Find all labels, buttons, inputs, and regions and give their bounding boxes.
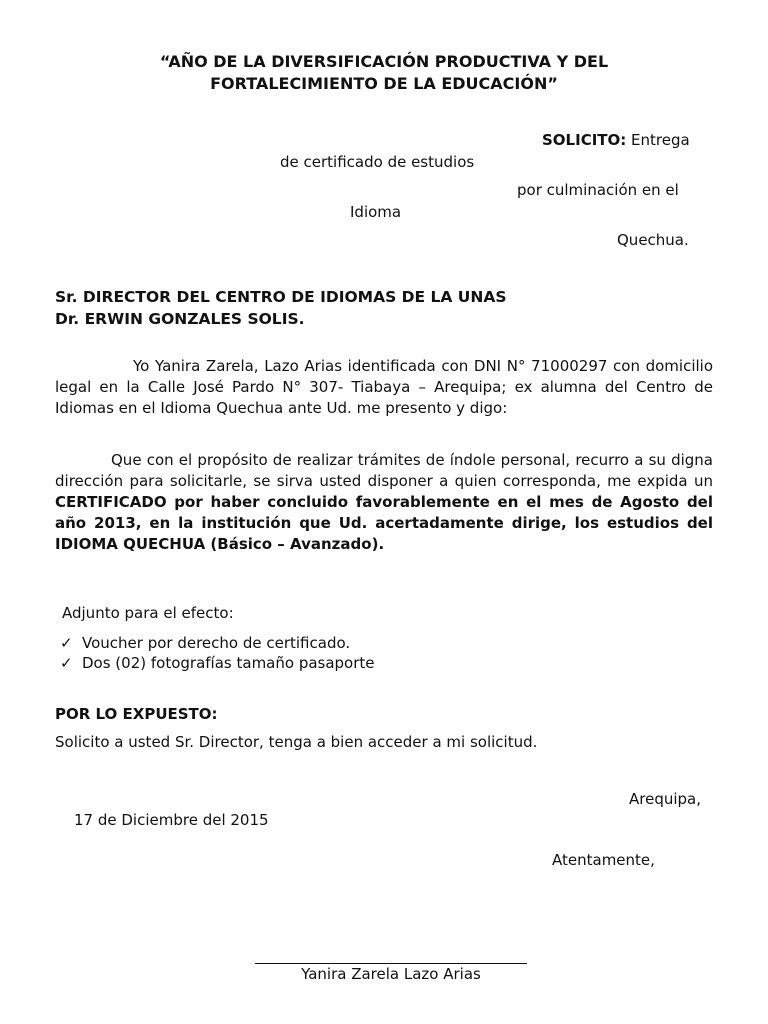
solicito-label: SOLICITO:: [542, 131, 627, 149]
attachment-item-label: Dos (02) fotografías tamaño pasaporte: [82, 654, 375, 672]
solicito-line1-text: Entrega: [626, 131, 690, 149]
closing-date: 17 de Diciembre del 2015: [74, 811, 269, 829]
check-icon: ✓: [60, 654, 73, 672]
document-motto-line2: FORTALECIMIENTO DE LA EDUCACIÓN”: [210, 74, 558, 93]
solicito-line5: Quechua.: [617, 231, 689, 249]
solicito-line1: [542, 131, 690, 149]
check-icon: ✓: [60, 634, 73, 652]
solicito-line4: Idioma: [350, 203, 402, 221]
body-paragraph-1-text: Yo Yanira Zarela, Lazo Arias identificada con DNI N° 71000297 con domicilio legal en la Calle José Pardo N° 307- Tiabaya – Arequipa; ex alumna del Centro de Idiomas en el Idioma Quechua ante Ud. me presento y digo:: [55, 357, 713, 417]
attachment-item-label: Voucher por derecho de certificado.: [82, 634, 351, 652]
attachments-intro: Adjunto para el efecto:: [62, 604, 234, 622]
body-paragraph-2-text: Que con el propósito de realizar trámites de índole personal, recurro a su digna dirección para solicitarle, se sirva usted disponer a quien corresponda, me expida un: [55, 451, 713, 490]
addressee-line1: Sr. DIRECTOR DEL CENTRO DE IDIOMAS DE LA UNAS: [55, 288, 507, 306]
body-paragraph-1: [55, 356, 713, 419]
closing-heading: POR LO EXPUESTO:: [55, 705, 218, 723]
body-paragraph-2: [55, 450, 713, 555]
closing-request: Solicito a usted Sr. Director, tenga a bien acceder a mi solicitud.: [55, 733, 538, 751]
addressee-line2: Dr. ERWIN GONZALES SOLIS.: [55, 310, 305, 328]
solicito-line3: por culminación en el: [517, 181, 679, 199]
document-motto-line1: “AÑO DE LA DIVERSIFICACIÓN PRODUCTIVA Y DEL: [159, 52, 609, 71]
closing-farewell: Atentamente,: [552, 851, 655, 869]
list-item: [60, 633, 350, 654]
signature-name: Yanira Zarela Lazo Arias: [301, 965, 481, 983]
closing-city: Arequipa,: [629, 790, 702, 808]
body-paragraph-2-bold: CERTIFICADO por haber concluido favorablemente en el mes de Agosto del año 2013, en la institución que Ud. acertadamente dirige, los estudios del IDIOMA QUECHUA (Básico – Avanzado).: [55, 493, 713, 553]
list-item: [60, 653, 375, 674]
signature-line: [255, 963, 527, 964]
solicito-line2: de certificado de estudios: [280, 153, 475, 171]
